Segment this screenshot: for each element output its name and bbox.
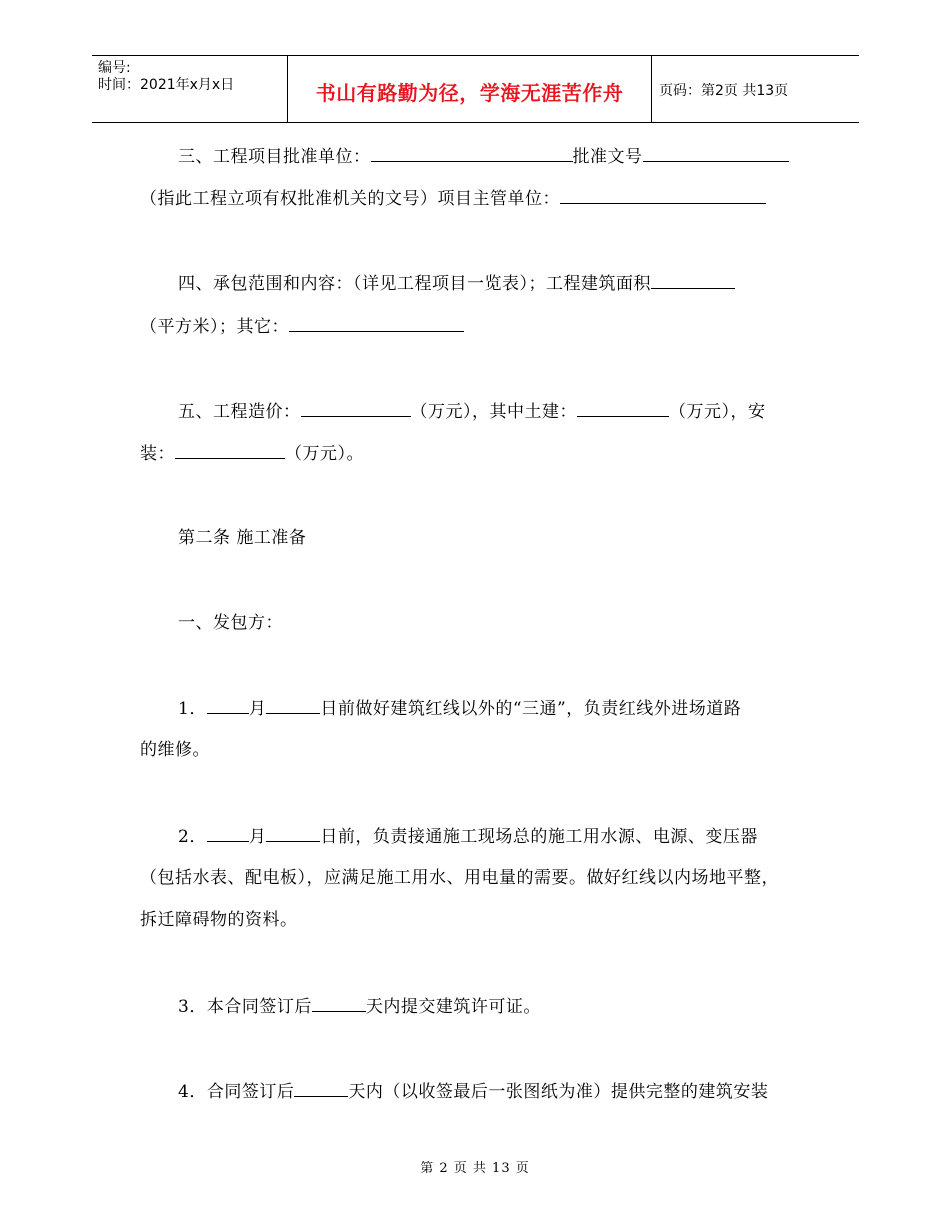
paragraph-line: 2． 月 日前，负责接通施工现场总的施工用水源、电源、变压器 bbox=[178, 827, 758, 847]
paragraph-line: 4．合同签订后 天内（以收签最后一张图纸为准）提供完整的建筑安装 bbox=[178, 1082, 769, 1102]
paragraph-line: 四、承包范围和内容：（详见工程项目一览表）；工程建筑面积 bbox=[178, 272, 735, 295]
header-page-info: 页码：第2页 共13页 bbox=[659, 83, 789, 99]
fill-blank[interactable] bbox=[175, 442, 285, 459]
paragraph-line: 五、工程造价： （万元），其中土建： （万元），安 bbox=[178, 402, 766, 422]
fill-blank[interactable] bbox=[643, 145, 789, 162]
fill-blank[interactable] bbox=[266, 825, 320, 842]
header-meta-cell bbox=[92, 56, 287, 122]
header-motto: 书山有路勤为径，学海无涯苦作舟 bbox=[315, 81, 624, 105]
fill-blank[interactable] bbox=[289, 315, 464, 332]
paragraph-line: 装： （万元）。 bbox=[140, 444, 364, 464]
fill-blank[interactable] bbox=[560, 187, 766, 204]
fill-blank[interactable] bbox=[301, 400, 411, 417]
paragraph-line: 1． 月 日前做好建筑红线以外的“三通”，负责红线外进场道路 bbox=[178, 699, 742, 719]
doc-time-label: 时间：2021年x月x日 bbox=[98, 77, 235, 93]
fill-blank[interactable] bbox=[207, 825, 249, 842]
fill-blank[interactable] bbox=[371, 145, 573, 162]
fill-blank[interactable] bbox=[266, 697, 320, 714]
fill-blank[interactable] bbox=[207, 697, 249, 714]
page-footer: 第 2 页 共 13 页 bbox=[420, 1161, 530, 1176]
paragraph-line: （包括水表、配电板），应满足施工用水、用电量的需要。做好红线以内场地平整， bbox=[140, 868, 779, 888]
fill-blank[interactable] bbox=[651, 272, 735, 289]
section-heading: 第二条 施工准备 bbox=[178, 528, 307, 548]
page-header bbox=[92, 55, 859, 123]
paragraph-line: （指此工程立项有权批准机关的文号）项目主管单位： bbox=[140, 187, 766, 210]
paragraph-line: 三、工程项目批准单位： 批准文号 bbox=[178, 145, 789, 168]
paragraph-line: 的维修。 bbox=[140, 740, 210, 760]
fill-blank[interactable] bbox=[577, 400, 669, 417]
subsection-heading: 一、发包方： bbox=[178, 613, 283, 633]
header-motto-cell bbox=[287, 56, 652, 122]
paragraph-line: 拆迁障碍物的资料。 bbox=[140, 910, 298, 930]
fill-blank[interactable] bbox=[294, 1080, 348, 1097]
fill-blank[interactable] bbox=[312, 995, 366, 1012]
header-page-cell bbox=[651, 56, 859, 122]
paragraph-line: 3．本合同签订后 天内提交建筑许可证。 bbox=[178, 997, 541, 1017]
paragraph-line: （平方米）；其它： bbox=[140, 315, 464, 338]
doc-number-label: 编号: bbox=[98, 60, 131, 76]
